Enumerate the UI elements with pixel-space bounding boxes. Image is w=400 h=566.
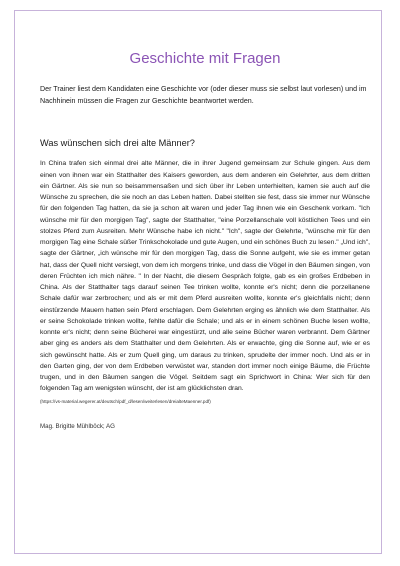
- story-heading: Was wünschen sich drei alte Männer?: [40, 138, 195, 149]
- story-text: In China trafen sich einmal drei alte Männer, die in ihrer Jugend gemeinsam zur Schule gingen. Aus dem einen von ihnen war ein Statthalter des Kaisers geworden, aus dem anderen ein Gelehrter, aus dem dritten ein Gärtner. Als sie nun so beisammensaßen und sich über ihr Leben unterhielten, kamen sie auch auf die Wünsche zu sprechen, die sie noch an das Leben hatten. Dabei stellten sie fest, dass sie immer nur Wünsche für den folgenden Tag hatten, da sie ja schon alt waren und jeder Tag ihnen wie ein Geschenk vorkam. "Ich wünsche mir für den morgigen Tag", sagte der Statthalter, "eine Porzellanschale voll köstlichen Tees und ein stolzes Pferd zum Ausreiten. Mehr Wünsche habe ich nicht." "Ich", sagte der Gelehrte, "wünsche mir für den morgigen Tag eine Schale süßer Trinkschokolade und gute Augen, und ein schönes Buch zu lesen." „Und ich", sagte der Gärtner, „ich wünsche mir für den morgigen Tag, dass die Sonne aufgeht, wie sie es immer getan hat, dass der Quell nicht versiegt, von dem ich morgens trinke, und dass die Vögel in den Bäumen singen, von deren Früchten ich mich nähre. " In der Nacht, die diesem Gespräch folgte, gab es ein großes Erdbeben in China. Als der Statthalter tags darauf seinen Tee trinken wollte, konnte er's nicht; denn die porzellanene Schale dafür war zerbrochen; und als er mit dem Pferd ausreiten wollte, konnte er's gleichfalls nicht; denn einstürzende Mauern hatten sein Pferd erschlagen. Dem Gelehrten erging es ähnlich wie dem Statthalter. Als er seine Schokolade trinken wollte, fehlte dafür die Schale; und als er in einem schönen Buche lesen wollte, konnte er's nicht; denn seine Bücherei war eingestürzt, und alle seine Bücher waren verbrannt. Dem Gärtner aber ging es anders als dem Statthalter und dem Gelehrten. Als er erwachte, ging die Sonne auf, wie er es sich gewünscht hatte. Als er zum Quell ging, um daraus zu trinken, sprudelte der immer noch. Und als er in den Garten ging, der von dem Erdbeben verwüstet war, standen dort immer noch einige Bäume, die Früchte trugen, und in den Bäumen sangen die Vögel. Seitdem sagt ein Sprichwort in China: Wer sich für den folgenden Tag am wenigsten wünscht, der ist am glücklichsten dran.: [40, 160, 370, 393]
- intro-paragraph: Der Trainer liest dem Kandidaten eine Geschichte vor (oder dieser muss sie selbst laut vorlesen) und im Nachhinein müssen die Fragen zur Geschichte beantwortet werden.: [40, 85, 367, 106]
- document-body: [40, 20, 370, 431]
- source-url: (https://vs-material.wegerer.at/deutsch/pdf_d/lesen/weiterlesen/dreialteMaenner.pdf): [40, 398, 211, 404]
- document-title: Geschichte mit Fragen: [129, 50, 281, 67]
- author-footer: Mag. Brigitte Mühlböck; AG: [40, 422, 115, 430]
